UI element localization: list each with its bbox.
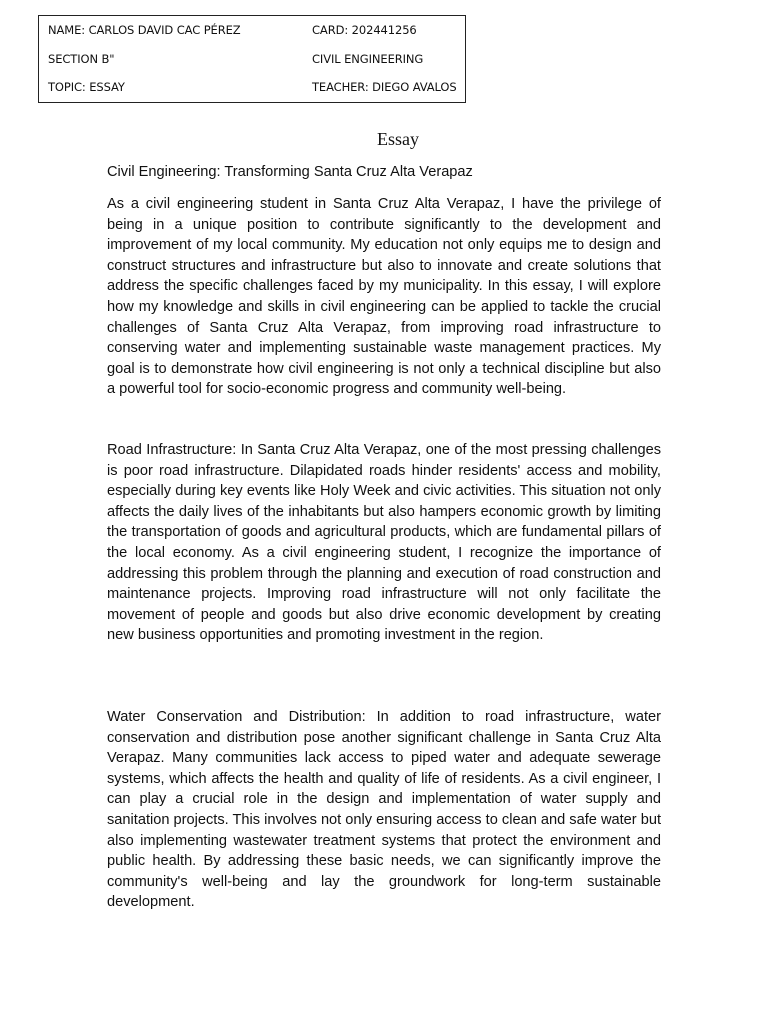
student-section: SECTION B": [48, 52, 115, 66]
student-name: NAME: CARLOS DAVID CAC PÉREZ: [48, 23, 241, 37]
paragraph-introduction: As a civil engineering student in Santa Cruz Alta Verapaz, I have the privilege of being in a unique position to contribute significantly to the development and improvement of my local community. My education not only equips me to design and construct structures and infrastructure but also to innovate and create solutions that address the specific challenges faced by my municipality. In this essay, I will explore how my knowledge and skills in civil engineering can be applied to tackle the crucial challenges of Santa Cruz Alta Verapaz, from improving road infrastructure to conserving water and implementing sustainable waste management practices. My goal is to demonstrate how civil engineering is not only a technical discipline but also a powerful tool for socio-economic progress and community well-being.: [107, 196, 661, 398]
student-info-box: [38, 15, 466, 103]
paragraph-road-infrastructure: Road Infrastructure: In Santa Cruz Alta Verapaz, one of the most pressing challenges is poor road infrastructure. Dilapidated roads hinder residents' access and mobility, especially during key events like Holy Week and civic activities. This situation not only affects the daily lives of the inhabitants but also hampers economic growth by limiting the transportation of goods and agricultural products, which are fundamental pillars of the local economy. As a civil engineering student, I recognize the importance of addressing this problem through the planning and execution of road construction and maintenance projects. Improving road infrastructure will not only facilitate the movement of people and goods but also drive economic development by creating new business opportunities and promoting investment in the region.: [107, 442, 661, 644]
document-title: Essay: [377, 129, 419, 149]
essay-subtitle: Civil Engineering: Transforming Santa Cruz Alta Verapaz: [107, 164, 473, 180]
teacher-name: TEACHER: DIEGO AVALOS: [312, 80, 457, 94]
student-career: CIVIL ENGINEERING: [312, 52, 424, 66]
student-card-number: CARD: 202441256: [312, 23, 417, 37]
paragraph-water-conservation: Water Conservation and Distribution: In addition to road infrastructure, water conservation and distribution pose another significant challenge in Santa Cruz Alta Verapaz. Many communities lack access to piped water and adequate sewerage systems, which affects the health and quality of life of residents. As a civil engineer, I can play a crucial role in the design and implementation of water supply and sanitation projects. This involves not only ensuring access to clean and safe water but also implementing wastewater treatment systems that protect the environment and public health. By addressing these basic needs, we can significantly improve the community's well-being and lay the groundwork for long-term sustainable development.: [107, 709, 661, 911]
essay-topic: TOPIC: ESSAY: [48, 80, 125, 94]
